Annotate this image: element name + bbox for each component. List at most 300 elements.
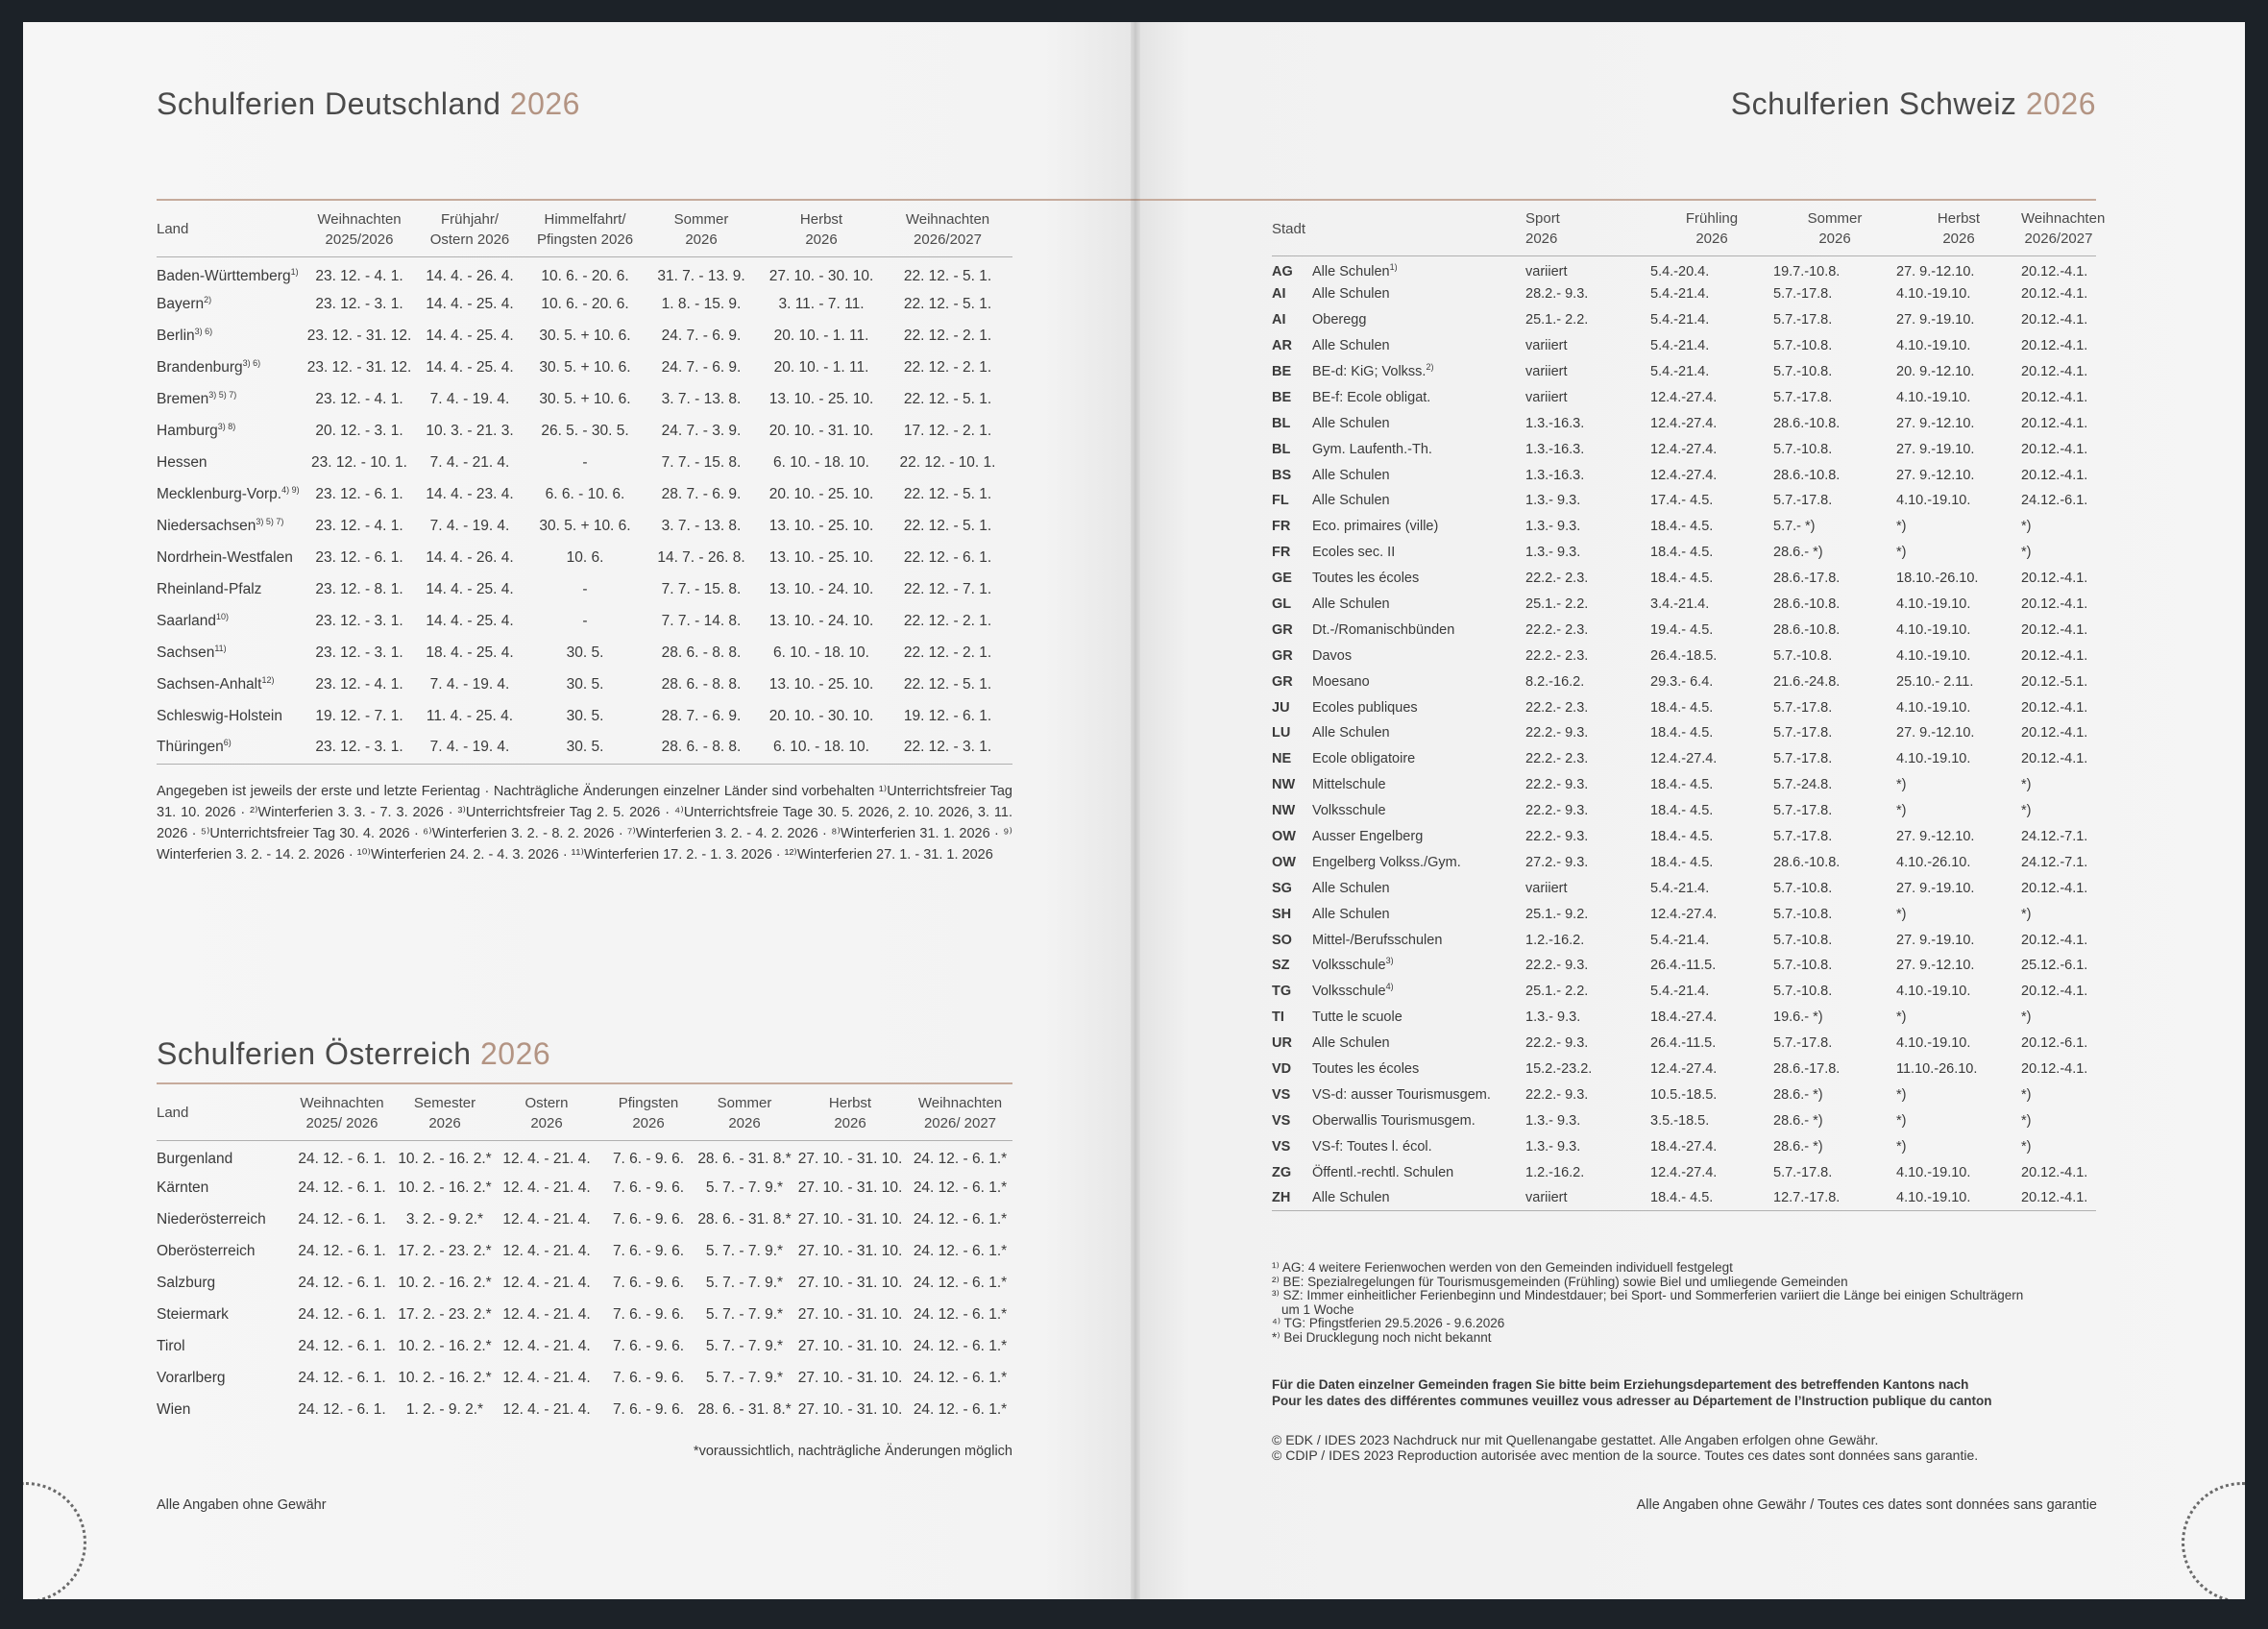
column-header	[287, 1086, 397, 1140]
canton-code: NW	[1272, 777, 1296, 793]
table-row	[1272, 824, 2096, 850]
column-header	[600, 1086, 696, 1140]
date-cell: 4.10.-26.10.	[1896, 854, 1971, 870]
right-page	[1134, 22, 2245, 1599]
school-name: Alle Schulen	[1312, 596, 1390, 613]
date-cell: *)	[1896, 545, 1907, 561]
date-cell: 28. 6. - 31. 8.*	[697, 1210, 792, 1228]
date-cell: 24. 12. - 6. 1.	[298, 1337, 386, 1354]
date-cell: 27. 9.-12.10.	[1896, 415, 1975, 431]
date-cell: *)	[1896, 1086, 1907, 1103]
date-cell: 12.4.-27.4.	[1650, 751, 1718, 767]
column-header	[883, 203, 1012, 256]
date-cell: 10. 2. - 16. 2.*	[398, 1274, 492, 1291]
date-cell: 26. 5. - 30. 5.	[541, 422, 629, 439]
date-cell: 24. 12. - 6. 1.*	[913, 1305, 1008, 1323]
state-name: Saarland	[157, 612, 217, 629]
date-cell: 20.12.-4.1.	[2021, 389, 2088, 405]
canton-code: ZH	[1272, 1190, 1291, 1206]
switzerland-info	[1272, 1376, 2136, 1409]
table-row	[1272, 1082, 2096, 1108]
date-cell: 12. 4. - 21. 4.	[502, 1179, 591, 1196]
date-cell: *)	[2021, 906, 2032, 922]
state-cell	[157, 383, 306, 415]
canton-code: AI	[1272, 312, 1286, 328]
date-cell: 3.4.-21.4.	[1650, 596, 1710, 613]
date-cell: 28.6.- *)	[1773, 1086, 1823, 1103]
date-cell: 24.12.-7.1.	[2021, 829, 2088, 845]
column-header-line1: Herbst	[828, 1094, 872, 1111]
school-name: VS-f: Toutes l. écol.	[1312, 1138, 1432, 1155]
date-cell: 13. 10. - 24. 10.	[768, 580, 874, 597]
table-row	[157, 383, 1012, 415]
footnote-marker: 6)	[223, 738, 232, 748]
germany-title-rule	[157, 199, 1134, 201]
table-row	[157, 700, 1012, 732]
column-header	[412, 203, 527, 256]
date-cell: 20.12.-4.1.	[2021, 699, 2088, 716]
date-cell: 27. 9.-12.10.	[1896, 467, 1975, 483]
canton-code: BL	[1272, 415, 1291, 431]
date-cell: 10. 2. - 16. 2.*	[398, 1369, 492, 1386]
date-cell: 4.10.-19.10.	[1896, 1190, 1971, 1206]
date-cell: 5.7.-17.8.	[1773, 803, 1833, 819]
canton-code: SG	[1272, 880, 1292, 896]
date-cell: 19. 12. - 7. 1.	[315, 707, 403, 724]
date-cell: 28.6.-10.8.	[1773, 854, 1841, 870]
school-cell	[1312, 1005, 1525, 1031]
date-cell: 28.6.-10.8.	[1773, 415, 1841, 431]
switzerland-title-rule	[1134, 199, 2096, 201]
date-cell: 22.2.- 9.3.	[1525, 829, 1589, 845]
date-cell: 7. 6. - 9. 6.	[612, 1400, 685, 1418]
state-name: Oberösterreich	[157, 1242, 256, 1259]
date-cell: 28.6.-10.8.	[1773, 621, 1841, 638]
date-cell: 15.2.-23.2.	[1525, 1061, 1593, 1078]
date-cell: 14. 4. - 25. 4.	[426, 295, 514, 312]
date-cell: 30. 5.	[566, 707, 604, 724]
date-cell: variiert	[1525, 364, 1568, 379]
table-row	[157, 1204, 1012, 1235]
austria-title-text: Schulferien Österreich	[157, 1036, 472, 1071]
date-cell: *)	[2021, 1138, 2032, 1155]
date-cell: 27. 9.-12.10.	[1896, 725, 1975, 742]
table-row	[157, 1299, 1012, 1330]
table-row	[1272, 953, 2096, 979]
date-cell: 1.3.- 9.3.	[1525, 545, 1581, 561]
date-cell: 1.3.-16.3.	[1525, 415, 1585, 431]
austria-title	[157, 1036, 550, 1072]
table-row	[1272, 384, 2096, 410]
canton-code: AR	[1272, 338, 1292, 354]
date-cell: 24. 12. - 6. 1.	[298, 1274, 386, 1291]
date-cell: 5.4.-21.4.	[1650, 932, 1710, 948]
date-cell: 7. 6. - 9. 6.	[612, 1242, 685, 1259]
date-cell: 20. 10. - 31. 10.	[768, 422, 874, 439]
date-cell: 22. 12. - 7. 1.	[903, 580, 992, 597]
date-cell: 20.12.-4.1.	[2021, 725, 2088, 742]
state-name: Kärnten	[157, 1179, 209, 1196]
date-cell: 18.4.- 4.5.	[1650, 545, 1714, 561]
canton-code: GR	[1272, 673, 1293, 690]
date-cell: 10. 6.	[566, 548, 604, 566]
date-cell: 14. 4. - 25. 4.	[426, 358, 514, 376]
school-cell	[1312, 746, 1525, 772]
school-cell	[1312, 1082, 1525, 1108]
date-cell: 22. 12. - 2. 1.	[903, 644, 992, 661]
date-cell: 5.7.-10.8.	[1773, 906, 1833, 922]
date-cell: 6. 6. - 10. 6.	[545, 485, 625, 502]
table-row	[1272, 1057, 2096, 1082]
date-cell: 6. 10. - 18. 10.	[773, 739, 869, 756]
state-cell	[157, 700, 306, 732]
date-cell: 12.4.-27.4.	[1650, 415, 1718, 431]
date-cell: 24. 12. - 6. 1.	[298, 1210, 386, 1228]
school-name: Alle Schulen	[1312, 1190, 1390, 1206]
date-cell: 24. 12. - 6. 1.*	[913, 1400, 1008, 1418]
date-cell: 5. 7. - 7. 9.*	[705, 1274, 784, 1291]
school-name: Ecoles sec. II	[1312, 545, 1396, 561]
date-cell: 24. 7. - 6. 9.	[661, 358, 742, 376]
column-header-line1: Stadt	[1272, 220, 1306, 237]
date-cell: -	[582, 580, 588, 597]
school-cell	[1312, 307, 1525, 333]
date-cell: variiert	[1525, 263, 1568, 280]
footnote-marker: 3) 5) 7)	[256, 516, 284, 526]
date-cell: 25.1.- 2.2.	[1525, 596, 1589, 613]
date-cell: 13. 10. - 25. 10.	[768, 675, 874, 693]
table-row	[1272, 333, 2096, 359]
school-name: Gym. Laufenth.-Th.	[1312, 441, 1432, 457]
school-cell	[1312, 1031, 1525, 1057]
canton-code: FR	[1272, 519, 1291, 535]
date-cell: 7. 6. - 9. 6.	[612, 1210, 685, 1228]
date-cell: 27. 9.-12.10.	[1896, 829, 1975, 845]
school-name: Tutte le scuole	[1312, 1009, 1402, 1026]
date-cell: 22. 12. - 2. 1.	[903, 327, 992, 344]
table-row	[157, 1394, 1012, 1425]
canton-code: VS	[1272, 1086, 1291, 1103]
date-cell: 18.10.-26.10.	[1896, 571, 1979, 587]
state-cell	[157, 669, 306, 700]
date-cell: 5. 7. - 7. 9.*	[705, 1337, 784, 1354]
canton-code: BS	[1272, 467, 1292, 483]
table-row	[1272, 1185, 2096, 1211]
table-row	[1272, 1159, 2096, 1185]
date-cell: 19.7.-10.8.	[1773, 263, 1841, 280]
date-cell: 5.4.-21.4.	[1650, 880, 1710, 896]
column-header-line1: Sommer	[673, 210, 729, 228]
table-row	[157, 637, 1012, 669]
date-cell: 1.3.-16.3.	[1525, 467, 1585, 483]
date-cell: 30. 5. + 10. 6.	[539, 358, 631, 376]
canton-code: GL	[1272, 596, 1292, 613]
school-cell	[1312, 333, 1525, 359]
date-cell: 3. 7. - 13. 8.	[661, 390, 742, 407]
date-cell: 14. 4. - 25. 4.	[426, 580, 514, 597]
date-cell: 7. 4. - 19. 4.	[429, 390, 510, 407]
date-cell: 17. 2. - 23. 2.*	[398, 1305, 492, 1323]
date-cell: 22. 12. - 6. 1.	[903, 548, 992, 566]
date-cell: 22.2.- 2.3.	[1525, 751, 1589, 767]
canton-code: NE	[1272, 751, 1292, 767]
column-header	[527, 203, 643, 256]
date-cell: 18.4.- 4.5.	[1650, 777, 1714, 793]
canton-code: SO	[1272, 932, 1292, 948]
table-row	[1272, 694, 2096, 720]
date-cell: 27. 9.-12.10.	[1896, 958, 1975, 974]
date-cell: 24. 12. - 6. 1.*	[913, 1179, 1008, 1196]
date-cell: 20.12.-4.1.	[2021, 312, 2088, 328]
state-name: Rheinland-Pfalz	[157, 580, 262, 597]
column-header-line2: 2026	[1695, 231, 1728, 248]
date-cell: 12. 4. - 21. 4.	[502, 1400, 591, 1418]
date-cell: 5.7.-10.8.	[1773, 647, 1833, 664]
date-cell: 20. 10. - 30. 10.	[768, 707, 874, 724]
date-cell: 22. 12. - 2. 1.	[903, 612, 992, 629]
table-row	[1272, 798, 2096, 824]
date-cell: 12.4.-27.4.	[1650, 906, 1718, 922]
school-cell	[1312, 849, 1525, 875]
date-cell: 27.2.- 9.3.	[1525, 854, 1589, 870]
school-name: Alle Schulen	[1312, 338, 1390, 354]
date-cell: 24. 12. - 6. 1.	[298, 1369, 386, 1386]
date-cell: 13. 10. - 25. 10.	[768, 517, 874, 534]
column-header-line1: Herbst	[1937, 210, 1981, 228]
date-cell: 20.12.-4.1.	[2021, 647, 2088, 664]
date-cell: 27. 10. - 31. 10.	[797, 1150, 903, 1167]
column-header	[643, 203, 760, 256]
left-page-footer: Alle Angaben ohne Gewähr	[157, 1497, 327, 1513]
date-cell: 5.4.-21.4.	[1650, 312, 1710, 328]
state-name: Tirol	[157, 1337, 185, 1354]
table-row	[1272, 720, 2096, 746]
date-cell: 12. 4. - 21. 4.	[502, 1369, 591, 1386]
state-cell	[157, 605, 306, 637]
column-header-line2: Ostern 2026	[429, 231, 510, 248]
table-row	[1272, 255, 2096, 281]
footnote-marker: 3) 8)	[217, 421, 236, 431]
canton-code: OW	[1272, 854, 1296, 870]
date-cell: 27. 9.-19.10.	[1896, 932, 1975, 948]
date-cell: 20.12.-4.1.	[2021, 984, 2088, 1000]
date-cell: 20.12.-6.1.	[2021, 1035, 2088, 1052]
date-cell: 5. 7. - 7. 9.*	[705, 1305, 784, 1323]
table-row	[157, 1362, 1012, 1394]
date-cell: 22. 12. - 3. 1.	[903, 739, 992, 756]
date-cell: 27. 9.-19.10.	[1896, 441, 1975, 457]
column-header-line1: Weihnachten	[2021, 210, 2106, 228]
table-row	[1272, 436, 2096, 462]
date-cell: 5.4.-20.4.	[1650, 263, 1710, 280]
table-row	[1272, 514, 2096, 540]
school-name: Ecoles publiques	[1312, 699, 1418, 716]
date-cell: 23. 12. - 8. 1.	[315, 580, 403, 597]
date-cell: 28. 7. - 6. 9.	[661, 485, 742, 502]
austria-title-year: 2026	[479, 1036, 551, 1071]
date-cell: 7. 6. - 9. 6.	[612, 1369, 685, 1386]
date-cell: 20.12.-4.1.	[2021, 263, 2088, 280]
date-cell: 5. 7. - 7. 9.*	[705, 1242, 784, 1259]
canton-code: GR	[1272, 621, 1293, 638]
switzerland-copyright	[1272, 1432, 2136, 1463]
date-cell: 27. 10. - 31. 10.	[797, 1305, 903, 1323]
date-cell: 12. 4. - 21. 4.	[502, 1337, 591, 1354]
state-name: Bayern	[157, 295, 205, 312]
date-cell: 1.3.- 9.3.	[1525, 1112, 1581, 1129]
date-cell: 19.4.- 4.5.	[1650, 621, 1714, 638]
date-cell: 20.12.-4.1.	[2021, 932, 2088, 948]
footnote-marker: 1)	[1389, 261, 1398, 272]
state-name: Nordrhein-Westfalen	[157, 548, 293, 566]
date-cell: 5.7.-17.8.	[1773, 1035, 1833, 1052]
table-row	[1272, 488, 2096, 514]
column-header-line1: Himmelfahrt/	[544, 210, 626, 228]
school-cell	[1312, 1159, 1525, 1185]
table-row	[1272, 592, 2096, 618]
canton-code: GE	[1272, 571, 1292, 587]
canton-code: BE	[1272, 389, 1292, 405]
date-cell: 22. 12. - 2. 1.	[903, 358, 992, 376]
date-cell: 24. 12. - 6. 1.	[298, 1150, 386, 1167]
school-name: Alle Schulen	[1312, 263, 1390, 280]
date-cell: 22.2.- 9.3.	[1525, 1035, 1589, 1052]
date-cell: 12. 4. - 21. 4.	[502, 1210, 591, 1228]
school-cell	[1312, 720, 1525, 746]
date-cell: 1.3.- 9.3.	[1525, 519, 1581, 535]
date-cell: 23. 12. - 31. 12.	[306, 358, 412, 376]
date-cell: *)	[1896, 1112, 1907, 1129]
date-cell: 22.2.- 9.3.	[1525, 958, 1589, 974]
germany-notes: Angegeben ist jeweils der erste und letzte Ferientag · Nachträgliche Änderungen einzelner Länder sind vorbehalten ¹⁾Unterrichtsfreier Tag 31. 10. 2026 · ²⁾Winterferien 3. 3. - 7. 3. 2026 · ³⁾Unterrichtsfreier Tag 2. 5. 2026 · ⁴⁾Unterrichtsfreie Tage 30. 5. 2026, 2. 10. 2026, 3. 11. 2026 · ⁵⁾Unterrichtsfreier Tag 30. 4. 2026 · ⁶⁾Winterferien 3. 2. - 8. 2. 2026 · ⁷⁾Winterferien 3. 2. - 4. 2. 2026 · ⁸⁾Winterferien 31. 1. 2026 · ⁹⁾Winterferien 3. 2. - 14. 2. 2026 · ¹⁰⁾Winterferien 24. 2. - 4. 3. 2026 · ¹¹⁾Winterferien 17. 2. - 1. 3. 2026 · ¹²⁾Winterferien 27. 1. - 31. 1. 2026	[157, 784, 1012, 863]
school-name: BE-d: KiG; Volkss.	[1312, 364, 1427, 379]
state-name: Wien	[157, 1400, 191, 1418]
table-row	[1272, 669, 2096, 694]
school-cell	[1312, 255, 1525, 281]
date-cell: 28.6.-10.8.	[1773, 596, 1841, 613]
school-cell	[1312, 566, 1525, 592]
date-cell: 23. 12. - 6. 1.	[315, 485, 403, 502]
table-row	[1272, 410, 2096, 436]
copyright-french: © CDIP / IDES 2023 Reproduction autorisée avec mention de la source. Toutes ces dates sont données sans garantie.	[1272, 1447, 1979, 1463]
table-row	[157, 415, 1012, 447]
date-cell: 28. 6. - 8. 8.	[661, 644, 742, 661]
table-row	[157, 732, 1012, 764]
switzerland-table-header	[1272, 203, 2096, 255]
footnote-marker: 3)	[1385, 956, 1394, 966]
date-cell: 25.1.- 9.2.	[1525, 906, 1589, 922]
school-name: Volksschule	[1312, 984, 1386, 1000]
column-header	[1896, 203, 2021, 255]
date-cell: variiert	[1525, 880, 1568, 896]
table-row	[1272, 901, 2096, 927]
date-cell: 23. 12. - 4. 1.	[315, 675, 403, 693]
date-cell: 5.4.-21.4.	[1650, 364, 1710, 379]
school-name: Alle Schulen	[1312, 906, 1390, 922]
date-cell: 25.1.- 2.2.	[1525, 312, 1589, 328]
date-cell: 24. 12. - 6. 1.	[298, 1305, 386, 1323]
column-header-line1: Weihnachten	[317, 210, 402, 228]
canton-code: VS	[1272, 1138, 1291, 1155]
date-cell: 23. 12. - 3. 1.	[315, 739, 403, 756]
info-german: Für die Daten einzelner Gemeinden fragen Sie bitte beim Erziehungsdepartement des betreffenden Kantons nach	[1272, 1377, 1969, 1392]
date-cell: 5.7.-17.8.	[1773, 751, 1833, 767]
date-cell: 23. 12. - 3. 1.	[315, 295, 403, 312]
school-name: Öffentl.-rechtl. Schulen	[1312, 1164, 1454, 1180]
canton-code: OW	[1272, 829, 1296, 845]
footnote-marker: 3) 6)	[242, 357, 261, 368]
school-cell	[1312, 617, 1525, 643]
column-header-line2: 2026	[728, 1114, 761, 1131]
footnote-marker: 1)	[290, 266, 299, 277]
column-header-line2: 2026	[685, 231, 718, 248]
date-cell: 21.6.-24.8.	[1773, 673, 1841, 690]
date-cell: 24. 12. - 6. 1.*	[913, 1369, 1008, 1386]
column-header	[306, 203, 412, 256]
date-cell: 1.3.- 9.3.	[1525, 1009, 1581, 1026]
date-cell: 12.4.-27.4.	[1650, 389, 1718, 405]
state-name: Niederösterreich	[157, 1210, 266, 1228]
state-cell	[157, 573, 306, 605]
date-cell: *)	[2021, 545, 2032, 561]
state-cell	[157, 447, 306, 478]
date-cell: 28. 6. - 8. 8.	[661, 675, 742, 693]
date-cell: 18.4.- 4.5.	[1650, 699, 1714, 716]
school-cell	[1312, 592, 1525, 618]
column-header-line1: Weihnachten	[300, 1094, 384, 1111]
date-cell: 24. 7. - 3. 9.	[661, 422, 742, 439]
date-cell: 5.7.-17.8.	[1773, 725, 1833, 742]
date-cell: 4.10.-19.10.	[1896, 621, 1971, 638]
footnote-line: um 1 Woche	[1281, 1301, 1354, 1317]
date-cell: 24.12.-6.1.	[2021, 493, 2088, 509]
date-cell: 24.12.-7.1.	[2021, 854, 2088, 870]
date-cell: 14. 4. - 25. 4.	[426, 612, 514, 629]
column-header	[760, 203, 883, 256]
switzerland-title-year: 2026	[2025, 86, 2096, 121]
germany-title	[157, 86, 580, 122]
school-cell	[1312, 462, 1525, 488]
table-row	[1272, 772, 2096, 798]
date-cell: 27. 10. - 31. 10.	[797, 1179, 903, 1196]
date-cell: 20.12.-4.1.	[2021, 1061, 2088, 1078]
date-cell: 28.6.-10.8.	[1773, 467, 1841, 483]
date-cell: *)	[1896, 1009, 1907, 1026]
date-cell: 26.4.-11.5.	[1650, 958, 1717, 974]
date-cell: 30. 5. + 10. 6.	[539, 517, 631, 534]
table-row	[1272, 281, 2096, 307]
date-cell: 22. 12. - 5. 1.	[903, 390, 992, 407]
column-header-line1: Land	[157, 1105, 189, 1122]
date-cell: 4.10.-19.10.	[1896, 984, 1971, 1000]
column-header-line1: Semester	[413, 1094, 476, 1111]
date-cell: 1. 2. - 9. 2.*	[405, 1400, 484, 1418]
state-name: Burgenland	[157, 1150, 233, 1167]
table-row	[1272, 746, 2096, 772]
school-name: Alle Schulen	[1312, 725, 1390, 742]
date-cell: 27. 9.-12.10.	[1896, 263, 1975, 280]
date-cell: *)	[1896, 803, 1907, 819]
table-row	[157, 1235, 1012, 1267]
date-cell: 3. 11. - 7. 11.	[778, 295, 865, 312]
date-cell: 1.3.-16.3.	[1525, 441, 1585, 457]
date-cell: 4.10.-19.10.	[1896, 596, 1971, 613]
school-name: Dt.-/Romanischbünden	[1312, 621, 1455, 638]
school-name: Oberwallis Tourismusgem.	[1312, 1112, 1475, 1129]
date-cell: 24. 12. - 6. 1.	[298, 1242, 386, 1259]
date-cell: 28. 6. - 8. 8.	[661, 739, 742, 756]
state-name: Salzburg	[157, 1274, 216, 1291]
